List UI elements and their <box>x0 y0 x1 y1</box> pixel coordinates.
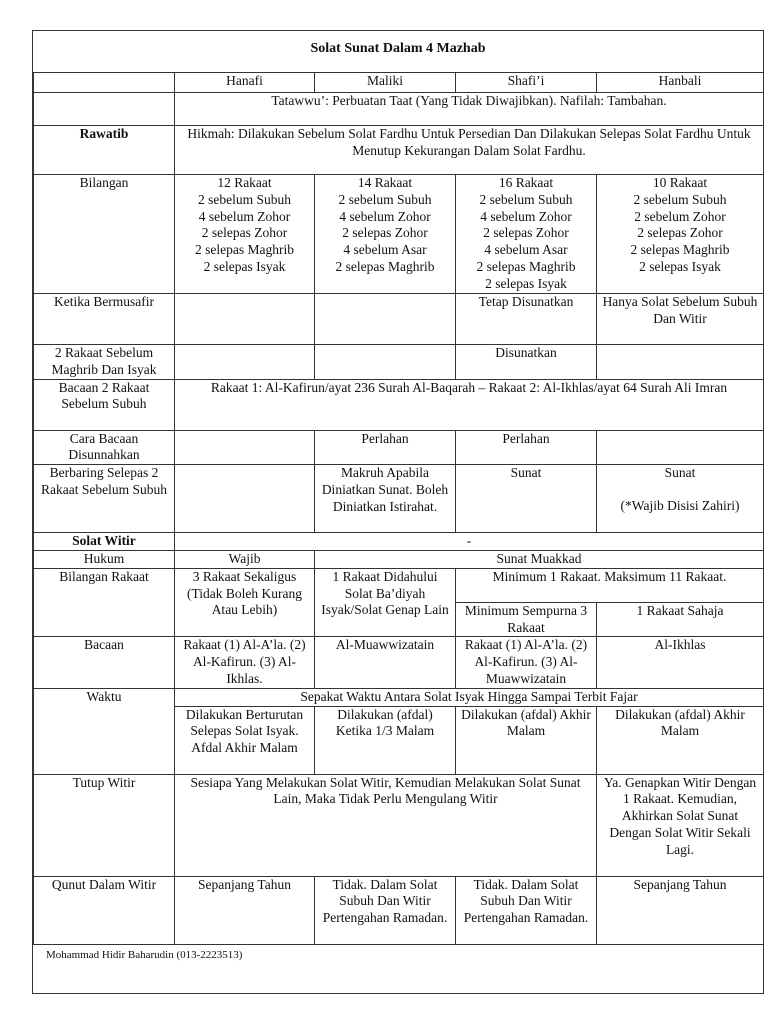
line: 2 selepas Maghrib <box>476 258 576 274</box>
qunut-label: Qunut Dalam Witir <box>34 876 175 944</box>
bilangan-rakaat-label: Bilangan Rakaat <box>34 568 175 637</box>
line: 2 sebelum Subuh <box>338 191 432 207</box>
line: 2 sebelum Subuh <box>198 191 291 207</box>
line: 16 Rakaat <box>498 175 554 190</box>
line: 2 selepas Zohor <box>201 225 288 241</box>
waktu-shafii: Dilakukan (afdal) Akhir Malam <box>456 706 597 774</box>
comparison-table <box>33 72 764 945</box>
line: 2 sebelum Subuh <box>633 191 727 207</box>
bermusafir-label: Ketika Bermusafir <box>34 294 175 345</box>
bacaan-subuh-label: Bacaan 2 Rakaat Sebelum Subuh <box>34 379 175 430</box>
line: 4 sebelum Asar <box>343 242 427 258</box>
bilangan-label: Bilangan <box>34 175 175 294</box>
tutup-witir-hanbali: Ya. Genapkan Witir Dengan 1 Rakaat. Kemudian, Akhirkan Solat Sunat Dengan Solat Witir Sekali Lagi. <box>597 774 764 876</box>
page-title: Solat Sunat Dalam 4 Mazhab <box>310 41 486 56</box>
tutup-witir-row <box>34 774 764 876</box>
berbaring-label: Berbaring Selepas 2 Rakaat Sebelum Subuh <box>34 465 175 533</box>
hukum-hanafi: Wajib <box>175 550 315 568</box>
bilangan-hanbali <box>597 175 764 294</box>
line: 2 selepas Isyak <box>203 258 286 274</box>
line: (*Wajib Disisi Zahiri) <box>620 497 740 513</box>
bilangan-rakaat-shafii: Minimum Sempurna 3 Rakaat <box>456 602 597 637</box>
bacaan-maliki: Al-Muawwizatain <box>315 637 456 688</box>
berbaring-maliki: Makruh Apabila Diniatkan Sunat. Boleh Diniatkan Istirahat. <box>315 465 456 533</box>
line: 2 selepas Zohor <box>342 225 428 241</box>
sebelum-maghrib-shafii: Disunatkan <box>456 345 597 380</box>
bacaan-hanbali: Al-Ikhlas <box>597 637 764 688</box>
header-row <box>34 73 764 93</box>
bilangan-hanafi <box>175 175 315 294</box>
waktu-row <box>34 688 764 706</box>
hukum-label: Hukum <box>34 550 175 568</box>
qunut-hanafi: Sepanjang Tahun <box>175 876 315 944</box>
witir-dash: - <box>175 533 764 551</box>
line: 2 selepas Maghrib <box>195 242 294 258</box>
qunut-hanbali: Sepanjang Tahun <box>597 876 764 944</box>
berbaring-shafii: Sunat <box>456 465 597 533</box>
line: 4 sebelum Asar <box>484 242 568 258</box>
definition-text: Tatawwu’: Perbuatan Taat (Yang Tidak Diwajibkan). Nafilah: Tambahan. <box>175 93 764 126</box>
header-shafii: Shafi’i <box>456 73 597 93</box>
hukum-others: Sunat Muakkad <box>315 550 764 568</box>
header-hanbali: Hanbali <box>597 73 764 93</box>
qunut-row <box>34 876 764 944</box>
berbaring-row <box>34 465 764 533</box>
line: 14 Rakaat <box>357 175 413 190</box>
berbaring-hanbali <box>597 465 764 533</box>
line: 2 sebelum Zohor <box>634 208 726 224</box>
line: 2 selepas Maghrib <box>335 258 435 274</box>
qunut-shafii: Tidak. Dalam Solat Subuh Dan Witir Pertengahan Ramadan. <box>456 876 597 944</box>
cara-bacaan-maliki: Perlahan <box>315 430 456 465</box>
line: 2 selepas Isyak <box>639 258 721 274</box>
tutup-witir-label: Tutup Witir <box>34 774 175 876</box>
definition-row <box>34 93 764 126</box>
bilangan-maliki <box>315 175 456 294</box>
hukum-row <box>34 550 764 568</box>
line: 4 sebelum Zohor <box>198 208 291 224</box>
bacaan-row <box>34 637 764 688</box>
cara-bacaan-label: Cara Bacaan Disunnahkan <box>34 430 175 465</box>
line: 2 selepas Isyak <box>485 275 567 291</box>
line: 4 sebelum Zohor <box>339 208 431 224</box>
document-page <box>32 30 764 994</box>
bilangan-rakaat-hanbali: 1 Rakaat Sahaja <box>597 602 764 637</box>
qunut-maliki: Tidak. Dalam Solat Subuh Dan Witir Pertengahan Ramadan. <box>315 876 456 944</box>
line: 12 Rakaat <box>217 175 272 190</box>
bilangan-rakaat-hanafi: 3 Rakaat Sekaligus (Tidak Boleh Kurang Atau Lebih) <box>175 568 315 637</box>
line: 4 sebelum Zohor <box>480 208 572 224</box>
bacaan-shafii: Rakaat (1) Al-A’la. (2) Al-Kafirun. (3) Al-Muawwizatain <box>456 637 597 688</box>
witir-label: Solat Witir <box>34 533 175 551</box>
line <box>600 482 760 498</box>
waktu-hanafi: Dilakukan Berturutan Selepas Solat Isyak. Afdal Akhir Malam <box>175 706 315 774</box>
waktu-label: Waktu <box>34 688 175 774</box>
bilangan-rakaat-row <box>34 568 764 602</box>
waktu-maliki: Dilakukan (afdal) Ketika 1/3 Malam <box>315 706 456 774</box>
author-footer: Mohammad Hidir Baharudin (013-2223513) <box>46 949 243 961</box>
line: 10 Rakaat <box>652 175 708 190</box>
bermusafir-shafii: Tetap Disunatkan <box>456 294 597 345</box>
sebelum-maghrib-row <box>34 345 764 380</box>
line: 2 selepas Maghrib <box>630 242 730 258</box>
line: Sunat <box>664 465 696 481</box>
bermusafir-row <box>34 294 764 345</box>
rawatib-hikmah: Hikmah: Dilakukan Sebelum Solat Fardhu Untuk Persedian Dan Dilakukan Selepas Solat Fardhu Untuk Menutup Kekurangan Dalam Solat Fardhu. <box>175 126 764 175</box>
bacaan-subuh-row <box>34 379 764 430</box>
line: 2 selepas Zohor <box>483 225 569 241</box>
bilangan-rakaat-shafii-hanbali: Minimum 1 Rakaat. Maksimum 11 Rakaat. <box>456 568 764 602</box>
header-hanafi: Hanafi <box>175 73 315 93</box>
tutup-witir-text: Sesiapa Yang Melakukan Solat Witir, Kemudian Melakukan Solat Sunat Lain, Maka Tidak Perlu Mengulang Witir <box>175 774 597 876</box>
bilangan-shafii <box>456 175 597 294</box>
rawatib-row <box>34 126 764 175</box>
header-empty <box>34 73 175 93</box>
bacaan-label: Bacaan <box>34 637 175 688</box>
rawatib-label: Rawatib <box>34 126 175 175</box>
line: 2 selepas Zohor <box>637 225 723 241</box>
cara-bacaan-row <box>34 430 764 465</box>
bacaan-hanafi: Rakaat (1) Al-A’la. (2) Al-Kafirun. (3) Al-Ikhlas. <box>175 637 315 688</box>
waktu-hanbali: Dilakukan (afdal) Akhir Malam <box>597 706 764 774</box>
bilangan-row <box>34 175 764 294</box>
bermusafir-hanbali: Hanya Solat Sebelum Subuh Dan Witir <box>597 294 764 345</box>
bilangan-rakaat-maliki: 1 Rakaat Didahului Solat Ba’diyah Isyak/Solat Genap Lain <box>315 568 456 637</box>
line: 2 sebelum Subuh <box>479 191 573 207</box>
witir-row <box>34 533 764 551</box>
bacaan-subuh-text: Rakaat 1: Al-Kafirun/ayat 236 Surah Al-Baqarah – Rakaat 2: Al-Ikhlas/ayat 64 Surah Ali Imran <box>175 379 764 430</box>
cara-bacaan-shafii: Perlahan <box>456 430 597 465</box>
header-maliki: Maliki <box>315 73 456 93</box>
sebelum-maghrib-label: 2 Rakaat Sebelum Maghrib Dan Isyak <box>34 345 175 380</box>
waktu-sepakat: Sepakat Waktu Antara Solat Isyak Hingga Sampai Terbit Fajar <box>175 688 764 706</box>
